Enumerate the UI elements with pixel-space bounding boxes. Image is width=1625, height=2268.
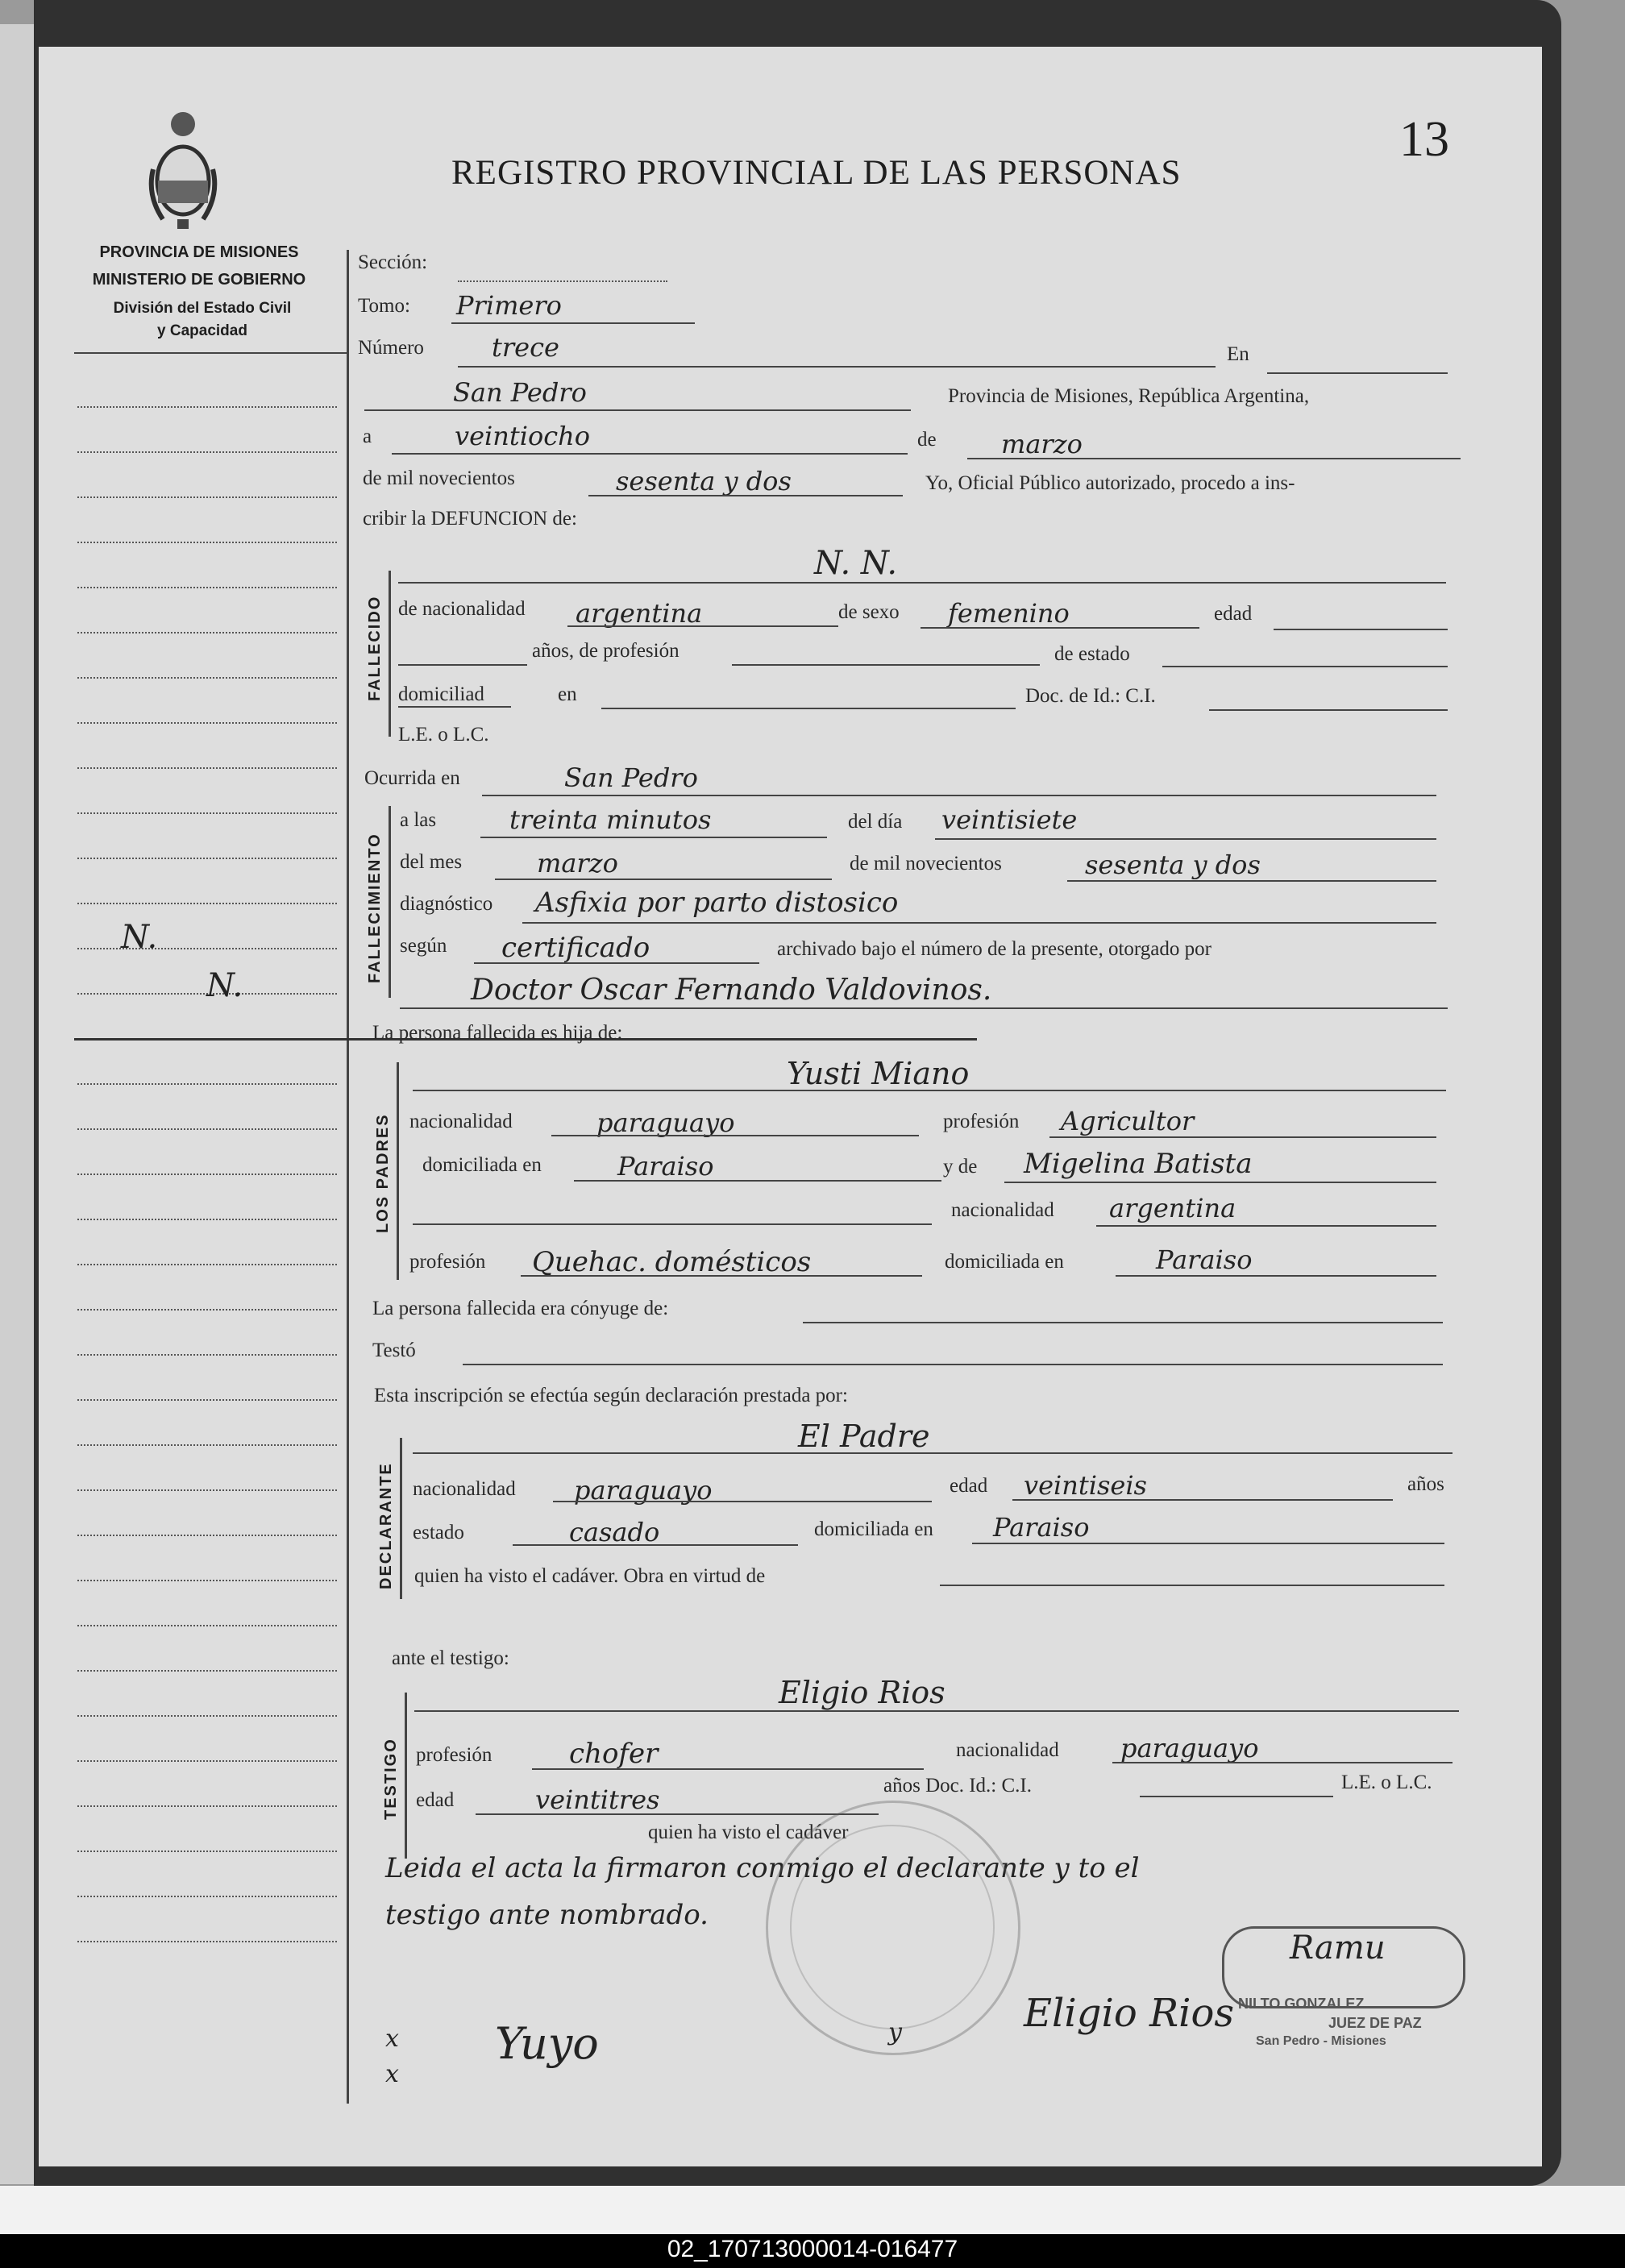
margin-line	[347, 250, 349, 2104]
sidebar-ruled-line	[77, 903, 337, 904]
x-mark-2: x	[385, 2060, 399, 2088]
province-text: Provincia de Misiones, República Argentina,	[948, 385, 1310, 407]
madre-dom-label: domiciliada en	[945, 1251, 1064, 1273]
testigo-edad-label: edad	[416, 1789, 455, 1811]
sidebar-ruled-line	[77, 812, 337, 814]
document-page	[39, 47, 1542, 2166]
declarante-name: El Padre	[798, 1419, 930, 1454]
numero-value: trece	[492, 332, 559, 363]
le-label: L.E. o L.C.	[398, 724, 489, 746]
page-title: REGISTRO PROVINCIAL DE LAS PERSONAS	[451, 154, 1182, 192]
official-signature: Ramu	[1290, 1929, 1386, 1967]
testigo-prof-label: profesión	[416, 1744, 492, 1766]
testigo-doc-label: años Doc. Id.: C.I.	[883, 1775, 1032, 1797]
doctor-value: Doctor Oscar Fernando Valdovinos.	[471, 974, 992, 1007]
footer-id: 02_170713000014-016477	[667, 2236, 958, 2262]
padre-nac-label: nacionalidad	[409, 1111, 513, 1132]
sidebar-ruled-line	[77, 1128, 337, 1130]
coat-of-arms-icon	[148, 106, 218, 231]
sidebar-ruled-line	[77, 1173, 337, 1175]
sexo-label: de sexo	[838, 601, 900, 623]
a-label: a	[363, 426, 372, 447]
padre-nac-value: paraguayo	[596, 1107, 735, 1138]
sidebar-province: PROVINCIA DE MISIONES	[99, 243, 299, 261]
sidebar-ruled-line	[77, 1489, 337, 1491]
testigo-le-label: L.E. o L.C.	[1341, 1772, 1432, 1793]
sexo-value: femenino	[948, 598, 1070, 629]
diagnostico-label: diagnóstico	[400, 893, 493, 915]
fallecido-section-label: FALLECIDO	[366, 595, 384, 701]
x-mark-1: x	[385, 2025, 399, 2053]
padre-dom-label: domiciliada en	[422, 1154, 542, 1176]
declarante-intro: Esta inscripción se efectúa según declaración prestada por:	[374, 1385, 848, 1406]
declarante-estado-value: casado	[569, 1517, 660, 1547]
mes-value: marzo	[537, 848, 618, 879]
sidebar-ruled-line	[77, 1309, 337, 1311]
declarante-signature: Yuyo	[495, 2018, 599, 2069]
en-label-fallecido: en	[558, 683, 577, 705]
previous-page-edge	[0, 24, 35, 2184]
testigo-visto-text: quien ha visto el cadáver	[648, 1821, 849, 1843]
tomo-value: Primero	[456, 290, 562, 321]
sidebar-ruled-line	[77, 587, 337, 588]
sidebar-ruled-line	[77, 677, 337, 679]
sidebar-ruled-line	[77, 1760, 337, 1762]
sidebar-ruled-line	[77, 632, 337, 633]
month-value: marzo	[1001, 429, 1083, 459]
numero-label: Número	[358, 337, 424, 359]
madre-prof-value: Quehac. domésticos	[532, 1246, 812, 1278]
segun-value: certificado	[501, 932, 650, 964]
sidebar-ruled-line	[77, 1535, 337, 1536]
declarante-estado-label: estado	[413, 1522, 464, 1543]
declarante-section-label: DECLARANTE	[377, 1462, 395, 1589]
declarante-nac-value: paraguayo	[574, 1475, 713, 1506]
declarante-edad-label: edad	[950, 1475, 988, 1497]
sidebar-ruled-line	[77, 1805, 337, 1807]
madre-nac-value: argentina	[1109, 1193, 1236, 1223]
day-value: veintiocho	[455, 421, 591, 451]
round-stamp-inner	[790, 1825, 995, 2029]
y-mark: y	[888, 2018, 902, 2046]
nacionalidad-value: argentina	[576, 598, 703, 629]
de-label: de	[917, 429, 937, 451]
testigo-nac-value: paraguayo	[1120, 1733, 1259, 1763]
segun-label: según	[400, 935, 447, 957]
sidebar-ruled-line	[77, 496, 337, 498]
oficial-text: Yo, Oficial Público autorizado, procedo a ins-	[925, 472, 1295, 494]
padres-section-label: LOS PADRES	[374, 1113, 392, 1233]
sidebar-ruled-line	[77, 451, 337, 453]
dia-label: del día	[848, 811, 903, 833]
sidebar-ruled-line	[77, 1083, 337, 1085]
testigo-name: Eligio Rios	[779, 1675, 945, 1710]
sidebar-ruled-line	[77, 1715, 337, 1717]
declarante-dom-label: domiciliada en	[814, 1518, 933, 1540]
seccion-label: Sección:	[358, 251, 428, 273]
declarante-visto-text: quien ha visto el cadáver. Obra en virtud de	[414, 1565, 766, 1587]
testigo-nac-label: nacionalidad	[956, 1739, 1059, 1761]
sidebar-ruled-line	[77, 1580, 337, 1581]
diagnostico-value: Asfixia por parto distosico	[535, 887, 899, 919]
sidebar-ruled-line	[77, 1219, 337, 1220]
anios-label: años, de profesión	[532, 640, 680, 662]
sidebar-ruled-line	[77, 1896, 337, 1897]
sidebar-division-2: y Capacidad	[157, 322, 247, 339]
sidebar-ruled-line	[77, 1670, 337, 1672]
estado-label: de estado	[1054, 643, 1130, 665]
sidebar-ministry: MINISTERIO DE GOBIERNO	[92, 271, 306, 289]
scan-margin	[0, 2186, 1625, 2234]
declarante-edad-value: veintiseis	[1024, 1470, 1147, 1501]
sidebar-ruled-line	[77, 1625, 337, 1626]
sidebar-ruled-line	[77, 858, 337, 859]
hija-text: La persona fallecida es hija de:	[372, 1022, 623, 1044]
sidebar-ruled-line	[77, 1354, 337, 1356]
declarante-anios-label: años	[1407, 1473, 1444, 1495]
sidebar-ruled-line	[77, 406, 337, 408]
y-de-label: y de	[943, 1156, 978, 1178]
sidebar-ruled-line	[77, 1264, 337, 1265]
sidebar-separator	[74, 352, 348, 354]
declarante-dom-value: Paraiso	[993, 1512, 1090, 1543]
year-value: sesenta y dos	[616, 466, 792, 496]
fallecimiento-section-label: FALLECIMIENTO	[366, 833, 384, 983]
sidebar-ruled-line	[77, 1851, 337, 1852]
stamp-line-2: JUEZ DE PAZ	[1328, 2015, 1422, 2031]
dia-value: veintisiete	[941, 804, 1078, 835]
testigo-section-label: TESTIGO	[382, 1738, 400, 1820]
sidebar-ruled-line	[77, 1399, 337, 1401]
a-las-label: a las	[400, 809, 437, 831]
edad-label: edad	[1214, 603, 1253, 625]
ante-testigo-text: ante el testigo:	[392, 1647, 509, 1669]
declarante-nac-label: nacionalidad	[413, 1478, 516, 1500]
year-prefix: de mil novecientos	[363, 467, 515, 489]
testigo-edad-value: veintitres	[535, 1784, 660, 1815]
inscribe-text: cribir la DEFUNCION de:	[363, 508, 577, 530]
madre-name: Migelina Batista	[1024, 1148, 1253, 1180]
closing-line-2: testigo ante nombrado.	[385, 1899, 709, 1931]
sidebar-name-1: N.	[121, 919, 158, 956]
madre-dom-value: Paraiso	[1156, 1244, 1253, 1275]
doc-label: Doc. de Id.: C.I.	[1025, 685, 1156, 707]
sidebar-ruled-line	[77, 542, 337, 543]
place-value: San Pedro	[453, 377, 587, 408]
nacionalidad-label: de nacionalidad	[398, 598, 526, 620]
stamp-line-1: NILTO GONZALEZ	[1238, 1996, 1365, 2012]
closing-line-1: Leida el acta la firmaron conmigo el declarante y to el	[385, 1852, 1140, 1884]
sidebar-ruled-line	[77, 722, 337, 724]
sidebar-ruled-line	[77, 1941, 337, 1942]
testigo-prof-value: chofer	[569, 1738, 659, 1770]
padre-prof-value: Agricultor	[1061, 1106, 1195, 1136]
anio-value: sesenta y dos	[1085, 849, 1261, 880]
conyuge-text: La persona fallecida era cónyuge de:	[372, 1298, 669, 1319]
madre-prof-label: profesión	[409, 1251, 486, 1273]
mes-label: del mes	[400, 851, 463, 873]
archivado-text: archivado bajo el número de la presente, otorgado por	[777, 938, 1211, 960]
en-label: En	[1227, 343, 1249, 365]
padre-name: Yusti Miano	[787, 1056, 970, 1091]
ocurrida-value: San Pedro	[564, 762, 698, 793]
testo-text: Testó	[372, 1340, 416, 1361]
sidebar-ruled-line	[77, 948, 337, 949]
anio-label: de mil novecientos	[850, 853, 1002, 874]
madre-nac-label: nacionalidad	[951, 1199, 1054, 1221]
sidebar-ruled-line	[77, 1444, 337, 1446]
stamp-line-3: San Pedro - Misiones	[1256, 2034, 1386, 2048]
fallecido-name: N. N.	[814, 545, 898, 582]
ocurrida-label: Ocurrida en	[364, 767, 460, 789]
padre-dom-value: Paraiso	[617, 1151, 714, 1182]
hora-value: treinta minutos	[509, 804, 712, 835]
sidebar-ruled-line	[77, 767, 337, 769]
sidebar-division: División del Estado Civil	[113, 300, 292, 317]
padre-prof-label: profesión	[943, 1111, 1020, 1132]
sidebar-name-2: N.	[206, 967, 243, 1004]
tomo-label: Tomo:	[358, 295, 410, 317]
domicilio-label: domiciliad	[398, 683, 484, 705]
page-number: 13	[1399, 112, 1449, 167]
testigo-signature: Eligio Rios	[1024, 1991, 1234, 2036]
